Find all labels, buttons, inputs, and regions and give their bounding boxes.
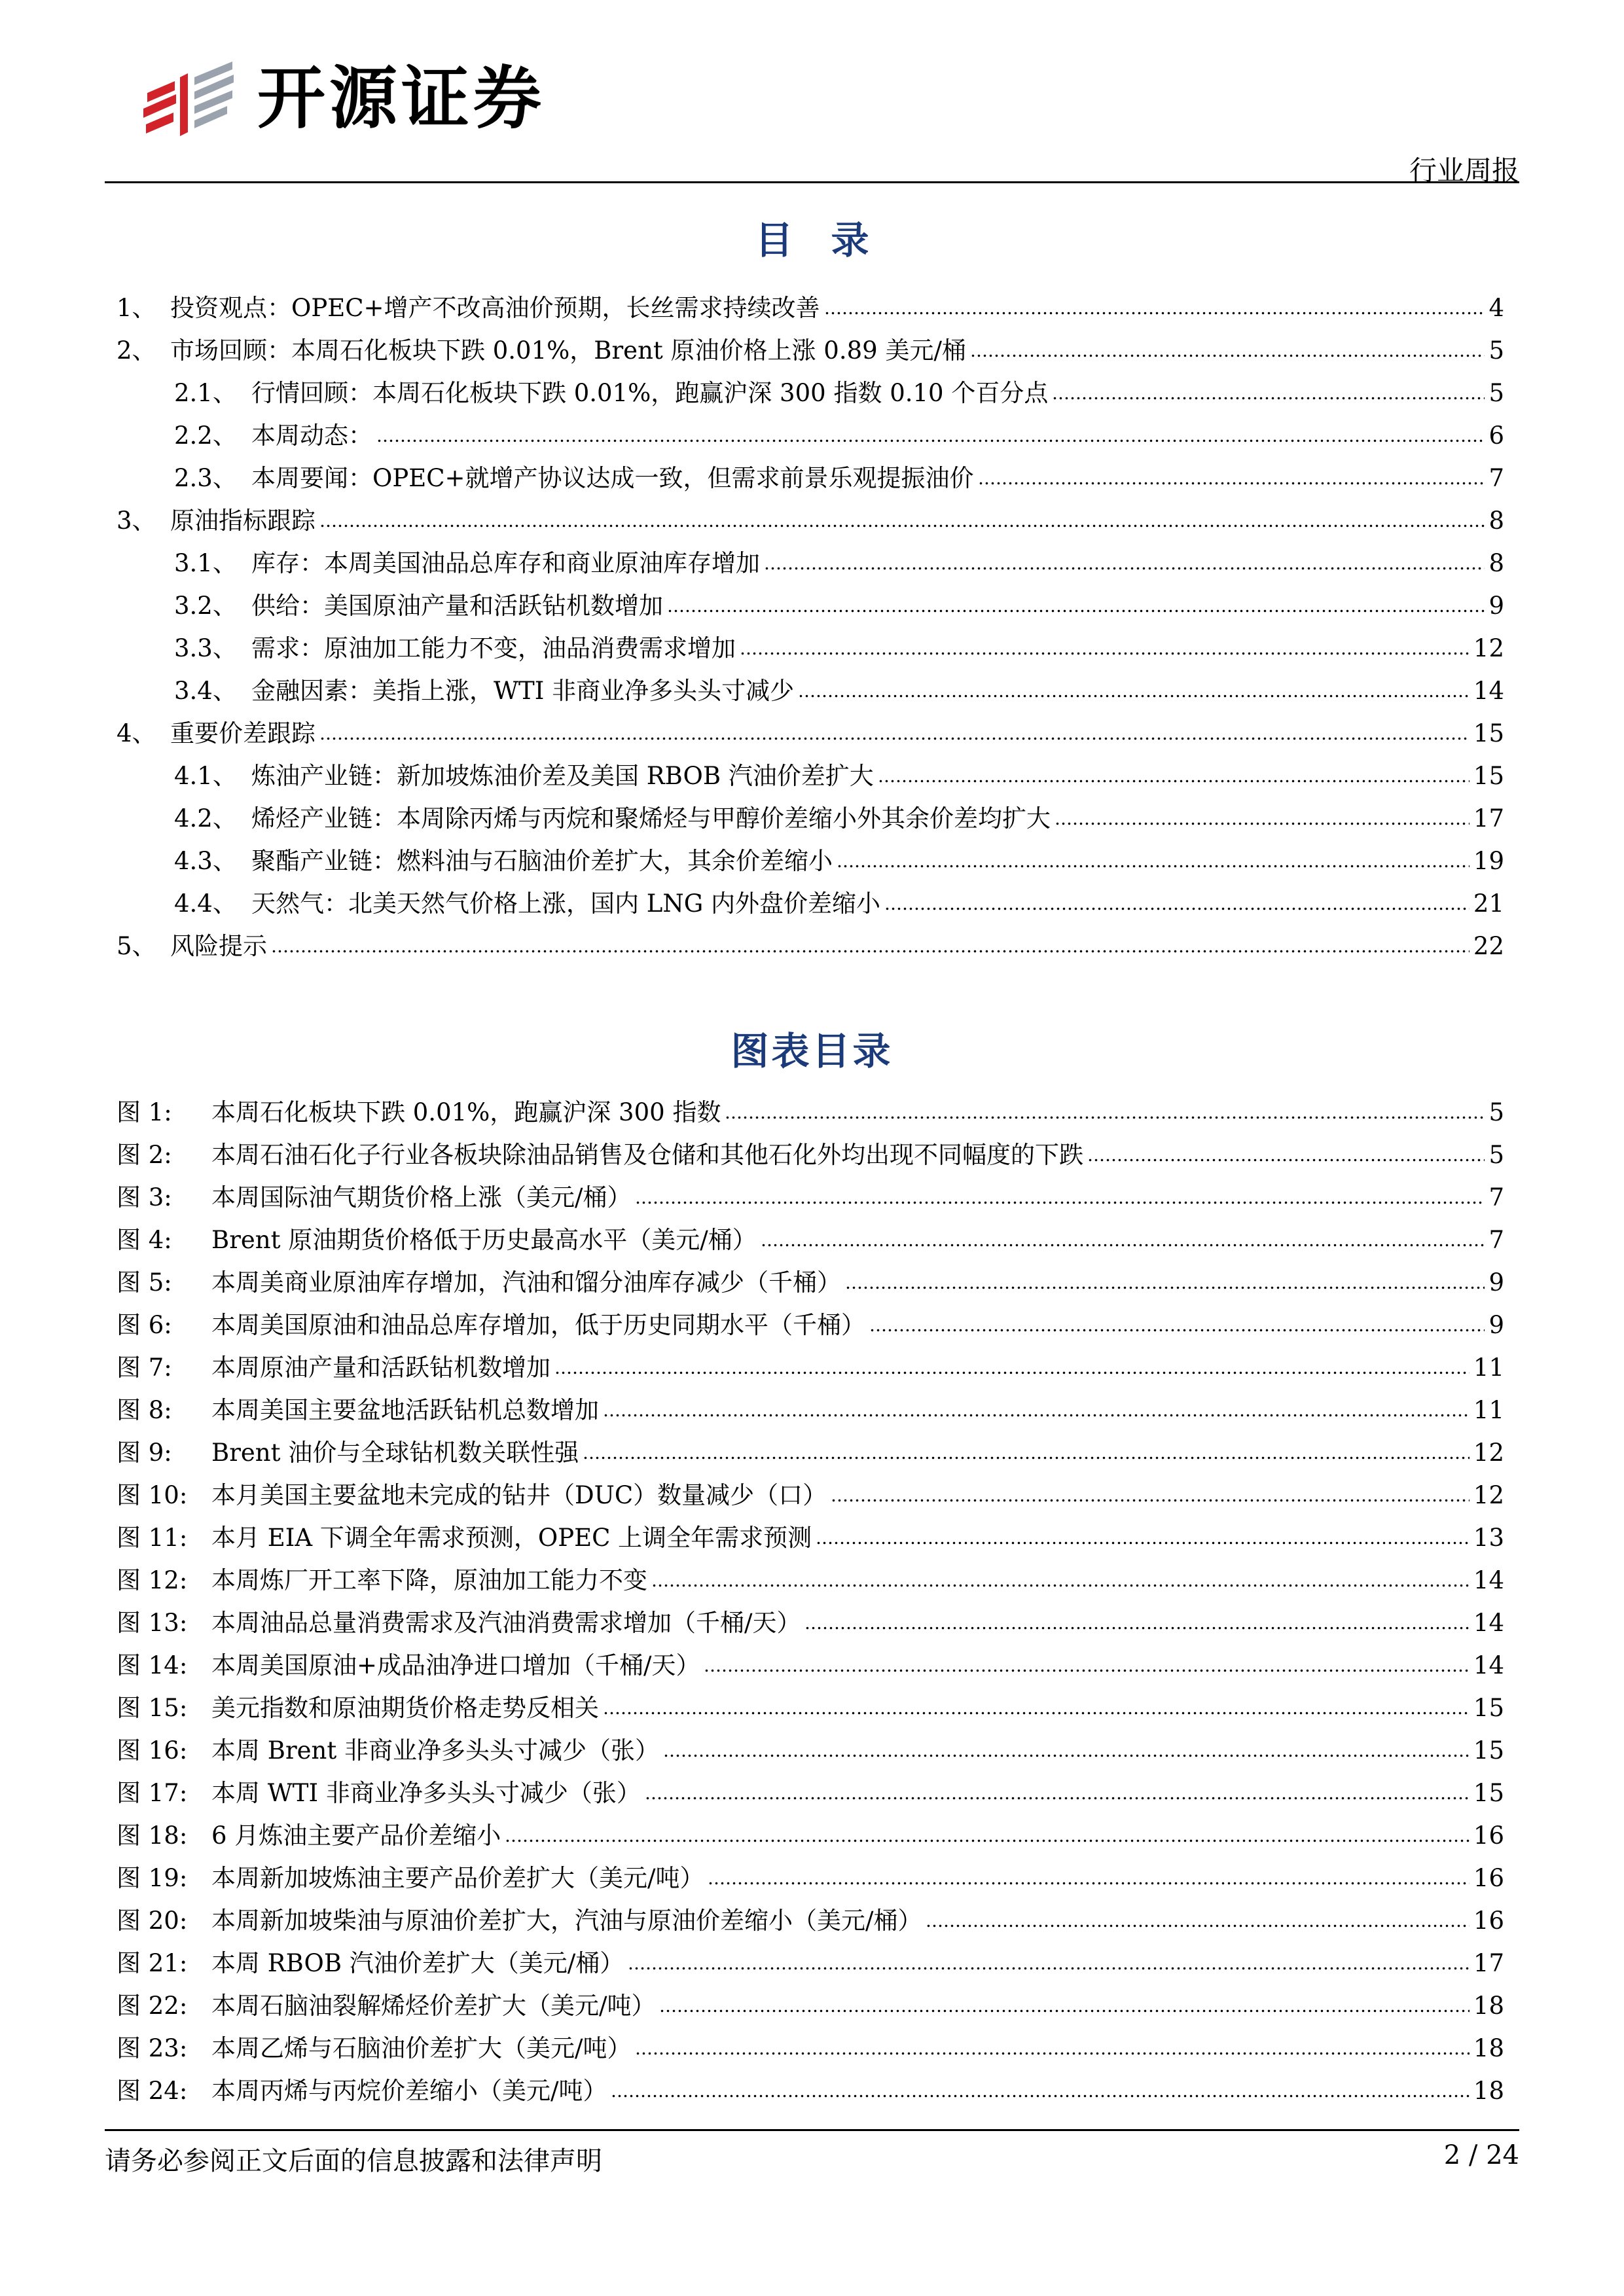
dot-leader (651, 1581, 1470, 1588)
dot-leader (635, 1198, 1485, 1206)
entry-text: 本周乙烯与石脑油价差扩大（美元/吨） (211, 2034, 632, 2062)
dot-leader (1052, 393, 1485, 401)
toc-entry[interactable] (117, 670, 1504, 712)
figure-entry[interactable] (117, 1687, 1504, 1729)
entry-page: 11 (1473, 1396, 1504, 1424)
entry-text: 本月美国主要盆地未完成的钻井（DUC）数量减少（口） (211, 1481, 827, 1509)
entry-number: 图 7: (117, 1354, 172, 1382)
header-divider (105, 181, 1519, 183)
dot-leader (831, 1496, 1470, 1503)
entry-text: 本周石脑油裂解烯烃价差扩大（美元/吨） (211, 1992, 656, 2020)
entry-text: 聚酯产业链：燃料油与石脑油价差扩大，其余价差缩小 (251, 847, 833, 875)
entry-page: 6 (1489, 422, 1504, 450)
entry-text: 行情回顾：本周石化板块下跌 0.01%，跑赢沪深 300 指数 0.10 个百分点 (251, 379, 1049, 407)
entry-number: 图 4: (117, 1226, 172, 1254)
entry-text: 炼油产业链：新加坡炼油价差及美国 RBOB 汽油价差扩大 (251, 762, 874, 790)
entry-text: Brent 原油期货价格低于历史最高水平（美元/桶） (211, 1226, 757, 1254)
dot-leader (659, 2006, 1469, 2014)
dot-leader (376, 436, 1485, 444)
kaiyuan-logo-icon (134, 52, 245, 144)
entry-number: 图 13: (117, 1609, 188, 1637)
logo-text: 开源证券 (257, 58, 546, 138)
toc-title: 目录 (755, 218, 907, 262)
entry-text: 本周 RBOB 汽油价差扩大（美元/桶） (211, 1949, 624, 1977)
entry-text: 本周丙烯与丙烷价差缩小（美元/吨） (211, 2077, 607, 2105)
dot-leader (628, 1964, 1470, 1971)
entry-page: 7 (1489, 464, 1504, 492)
entry-text: 美元指数和原油期货价格走势反相关 (211, 1694, 599, 1722)
footer-divider (105, 2129, 1519, 2131)
entry-text: 本周新加坡炼油主要产品价差扩大（美元/吨） (211, 1864, 704, 1892)
company-logo (134, 52, 545, 144)
figure-entry[interactable] (117, 1729, 1504, 1772)
entry-number: 图 21: (117, 1949, 188, 1977)
toc-entry[interactable] (117, 925, 1504, 967)
entry-page: 18 (1473, 2034, 1504, 2062)
entry-text: 本周油品总量消费需求及汽油消费需求增加（千桶/天） (211, 1609, 801, 1637)
dot-leader (1087, 1155, 1485, 1163)
entry-text: 本月 EIA 下调全年需求预测，OPEC 上调全年需求预测 (211, 1524, 812, 1552)
entry-page: 15 (1473, 762, 1504, 790)
dot-leader (725, 1113, 1485, 1121)
toc-entry[interactable] (117, 457, 1504, 499)
entry-number: 4、 (117, 719, 156, 747)
figure-entry[interactable] (117, 1942, 1504, 1984)
entry-number: 2.2、 (174, 422, 237, 450)
toc-entry[interactable] (117, 499, 1504, 542)
dot-leader (869, 1325, 1485, 1333)
dot-leader (708, 1878, 1469, 1886)
entry-text: 库存：本周美国油品总库存和商业原油库存增加 (251, 549, 760, 577)
dot-leader (554, 1368, 1470, 1376)
entry-number: 图 11: (117, 1524, 188, 1552)
dot-leader (505, 1836, 1470, 1844)
toc-entry[interactable] (117, 287, 1504, 329)
entry-page: 14 (1473, 1651, 1504, 1679)
entry-page: 4 (1489, 294, 1504, 322)
entry-page: 15 (1473, 1736, 1504, 1765)
entry-number: 图 8: (117, 1396, 172, 1424)
dot-leader (878, 776, 1470, 784)
figure-entry[interactable] (117, 2070, 1504, 2112)
entry-page: 8 (1489, 549, 1504, 577)
entry-text: 烯烃产业链：本周除丙烯与丙烷和聚烯烃与甲醇价差缩小外其余价差均扩大 (251, 804, 1051, 833)
entry-text: 本周 WTI 非商业净多头头寸减少（张） (211, 1779, 641, 1807)
entry-number: 1、 (117, 294, 156, 322)
figure-index-title: 图表目录 (731, 1029, 893, 1073)
entry-number: 图 10: (117, 1481, 188, 1509)
entry-number: 2、 (117, 336, 156, 365)
dot-leader (663, 1751, 1470, 1759)
entry-page: 11 (1473, 1354, 1504, 1382)
dot-leader (798, 691, 1470, 699)
entry-page: 5 (1489, 1098, 1504, 1126)
entry-page: 22 (1473, 932, 1504, 960)
entry-page: 13 (1473, 1524, 1504, 1552)
entry-number: 图 18: (117, 1821, 188, 1850)
entry-number: 图 2: (117, 1141, 172, 1169)
figure-entry[interactable] (117, 1814, 1504, 1857)
toc-entry[interactable] (117, 882, 1504, 925)
entry-text: 供给：美国原油产量和活跃钻机数增加 (251, 592, 663, 620)
entry-text: 本周要闻：OPEC+就增产协议达成一致，但需求前景乐观提振油价 (251, 464, 974, 492)
entry-text: 本周美国主要盆地活跃钻机总数增加 (211, 1396, 599, 1424)
entry-page: 15 (1473, 719, 1504, 747)
entry-number: 2.3、 (174, 464, 237, 492)
entry-number: 图 5: (117, 1268, 172, 1297)
entry-text: Brent 油价与全球钻机数关联性强 (211, 1439, 579, 1467)
toc-entry[interactable] (117, 329, 1504, 372)
entry-page: 16 (1473, 1907, 1504, 1935)
entry-page: 17 (1473, 1949, 1504, 1977)
dot-leader (583, 1453, 1470, 1461)
dot-leader (740, 649, 1470, 656)
entry-number: 图 23: (117, 2034, 188, 2062)
dot-leader (884, 904, 1470, 912)
entry-number: 4.2、 (174, 804, 237, 833)
figure-entry[interactable] (117, 1516, 1504, 1559)
entry-text: 原油指标跟踪 (170, 507, 316, 535)
toc-entry[interactable] (117, 755, 1504, 797)
entry-text: 本周石油石化子行业各板块除油品销售及仓储和其他石化外均出现不同幅度的下跌 (211, 1141, 1083, 1169)
entry-number: 3.2、 (174, 592, 237, 620)
entry-text: 本周石化板块下跌 0.01%，跑赢沪深 300 指数 (211, 1098, 721, 1126)
dot-leader (926, 1921, 1469, 1929)
dot-leader (764, 564, 1485, 571)
entry-text: 风险提示 (170, 932, 267, 960)
entry-page: 18 (1473, 1992, 1504, 2020)
figure-entry[interactable] (117, 1261, 1504, 1304)
document-type-label: 行业周报 (1409, 154, 1519, 187)
figure-entry[interactable] (117, 2027, 1504, 2070)
dot-leader (761, 1240, 1485, 1248)
entry-page: 12 (1473, 1439, 1504, 1467)
entry-number: 图 6: (117, 1311, 172, 1339)
entry-text: 市场回顾：本周石化板块下跌 0.01%，Brent 原油价格上涨 0.89 美元/桶 (170, 336, 966, 365)
figure-entry[interactable] (117, 1984, 1504, 2027)
figure-entry[interactable] (117, 1644, 1504, 1687)
entry-text: 本周原油产量和活跃钻机数增加 (211, 1354, 550, 1382)
entry-page: 14 (1473, 1566, 1504, 1594)
figure-entry[interactable] (117, 1431, 1504, 1474)
entry-number: 4.4、 (174, 889, 237, 918)
dot-leader (635, 2049, 1469, 2056)
entry-page: 12 (1473, 634, 1504, 662)
entry-text: 金融因素：美指上涨，WTI 非商业净多头头寸减少 (251, 677, 795, 705)
dot-leader (271, 946, 1470, 954)
entry-number: 3、 (117, 507, 156, 535)
toc-entry[interactable] (117, 542, 1504, 584)
entry-text: 投资观点：OPEC+增产不改高油价预期，长丝需求持续改善 (170, 294, 820, 322)
entry-number: 3.3、 (174, 634, 237, 662)
entry-text: 6 月炼油主要产品价差缩小 (211, 1821, 501, 1850)
dot-leader (611, 2091, 1469, 2099)
entry-text: 本周新加坡柴油与原油价差扩大，汽油与原油价差缩小（美元/桶） (211, 1907, 922, 1935)
figure-entry[interactable] (117, 1857, 1504, 1899)
entry-page: 9 (1489, 1268, 1504, 1297)
figure-entry[interactable] (117, 1134, 1504, 1176)
entry-page: 17 (1473, 804, 1504, 833)
entry-text: 本周国际油气期货价格上涨（美元/桶） (211, 1183, 632, 1211)
entry-page: 5 (1489, 379, 1504, 407)
footer-disclaimer: 请务必参阅正文后面的信息披露和法律声明 (105, 2146, 602, 2176)
toc-entry[interactable] (117, 627, 1504, 670)
entry-page: 5 (1489, 336, 1504, 365)
toc-entry[interactable] (117, 584, 1504, 627)
figure-entry[interactable] (117, 1346, 1504, 1389)
toc-entry[interactable] (117, 840, 1504, 882)
toc-entry[interactable] (117, 372, 1504, 414)
entry-number: 2.1、 (174, 379, 237, 407)
figure-entry[interactable] (117, 1602, 1504, 1644)
entry-page: 19 (1473, 847, 1504, 875)
entry-number: 图 3: (117, 1183, 172, 1211)
entry-text: 本周美国原油和油品总库存增加，低于历史同期水平（千桶） (211, 1311, 865, 1339)
dot-leader (645, 1793, 1470, 1801)
dot-leader (319, 521, 1485, 529)
dot-leader (970, 351, 1485, 359)
figure-entry[interactable] (117, 1772, 1504, 1814)
entry-number: 5、 (117, 932, 156, 960)
dot-leader (1055, 819, 1470, 827)
figure-entry[interactable] (117, 1899, 1504, 1942)
entry-page: 16 (1473, 1821, 1504, 1850)
figure-entry[interactable] (117, 1389, 1504, 1431)
figure-entry[interactable] (117, 1091, 1504, 1134)
entry-page: 15 (1473, 1694, 1504, 1722)
entry-page: 18 (1473, 2077, 1504, 2105)
dot-leader (667, 606, 1485, 614)
entry-text: 本周美国原油+成品油净进口增加（千桶/天） (211, 1651, 700, 1679)
dot-leader (845, 1283, 1485, 1291)
dot-leader (816, 1538, 1470, 1546)
entry-text: 重要价差跟踪 (170, 719, 316, 747)
entry-number: 图 19: (117, 1864, 188, 1892)
dot-leader (704, 1666, 1469, 1674)
figure-entry[interactable] (117, 1219, 1504, 1261)
figure-entry[interactable] (117, 1474, 1504, 1516)
entry-page: 15 (1473, 1779, 1504, 1807)
page-indicator: 2 / 24 (1443, 2140, 1519, 2170)
entry-number: 3.1、 (174, 549, 237, 577)
entry-page: 5 (1489, 1141, 1504, 1169)
dot-leader (319, 734, 1470, 742)
dot-leader (804, 1623, 1469, 1631)
entry-page: 7 (1489, 1226, 1504, 1254)
entry-number: 图 20: (117, 1907, 188, 1935)
entry-text: 本周美商业原油库存增加，汽油和馏分油库存减少（千桶） (211, 1268, 841, 1297)
entry-number: 图 1: (117, 1098, 172, 1126)
entry-page: 16 (1473, 1864, 1504, 1892)
dot-leader (824, 308, 1485, 316)
entry-text: 天然气：北美天然气价格上涨，国内 LNG 内外盘价差缩小 (251, 889, 881, 918)
entry-number: 4.1、 (174, 762, 237, 790)
entry-text: 需求：原油加工能力不变，油品消费需求增加 (251, 634, 736, 662)
figure-entry[interactable] (117, 1304, 1504, 1346)
entry-number: 图 15: (117, 1694, 188, 1722)
dot-leader (603, 1410, 1470, 1418)
entry-page: 12 (1473, 1481, 1504, 1509)
entry-text: 本周炼厂开工率下降，原油加工能力不变 (211, 1566, 647, 1594)
toc-list (117, 287, 1504, 967)
entry-number: 图 17: (117, 1779, 188, 1807)
entry-number: 图 16: (117, 1736, 188, 1765)
entry-number: 图 9: (117, 1439, 172, 1467)
figure-entry[interactable] (117, 1176, 1504, 1219)
entry-number: 图 22: (117, 1992, 188, 2020)
entry-page: 9 (1489, 1311, 1504, 1339)
entry-page: 21 (1473, 889, 1504, 918)
toc-entry[interactable] (117, 712, 1504, 755)
entry-page: 9 (1489, 592, 1504, 620)
entry-number: 图 14: (117, 1651, 188, 1679)
entry-page: 14 (1473, 1609, 1504, 1637)
entry-page: 7 (1489, 1183, 1504, 1211)
entry-text: 本周动态： (251, 422, 372, 450)
entry-text: 本周 Brent 非商业净多头头寸减少（张） (211, 1736, 659, 1765)
entry-number: 图 12: (117, 1566, 188, 1594)
entry-page: 8 (1489, 507, 1504, 535)
entry-number: 图 24: (117, 2077, 188, 2105)
entry-number: 4.3、 (174, 847, 237, 875)
dot-leader (837, 861, 1470, 869)
figure-entry[interactable] (117, 1559, 1504, 1602)
toc-entry[interactable] (117, 797, 1504, 840)
entry-number: 3.4、 (174, 677, 237, 705)
entry-page: 14 (1473, 677, 1504, 705)
dot-leader (978, 478, 1485, 486)
toc-entry[interactable] (117, 414, 1504, 457)
dot-leader (603, 1708, 1470, 1716)
figure-index-list (117, 1091, 1504, 2112)
